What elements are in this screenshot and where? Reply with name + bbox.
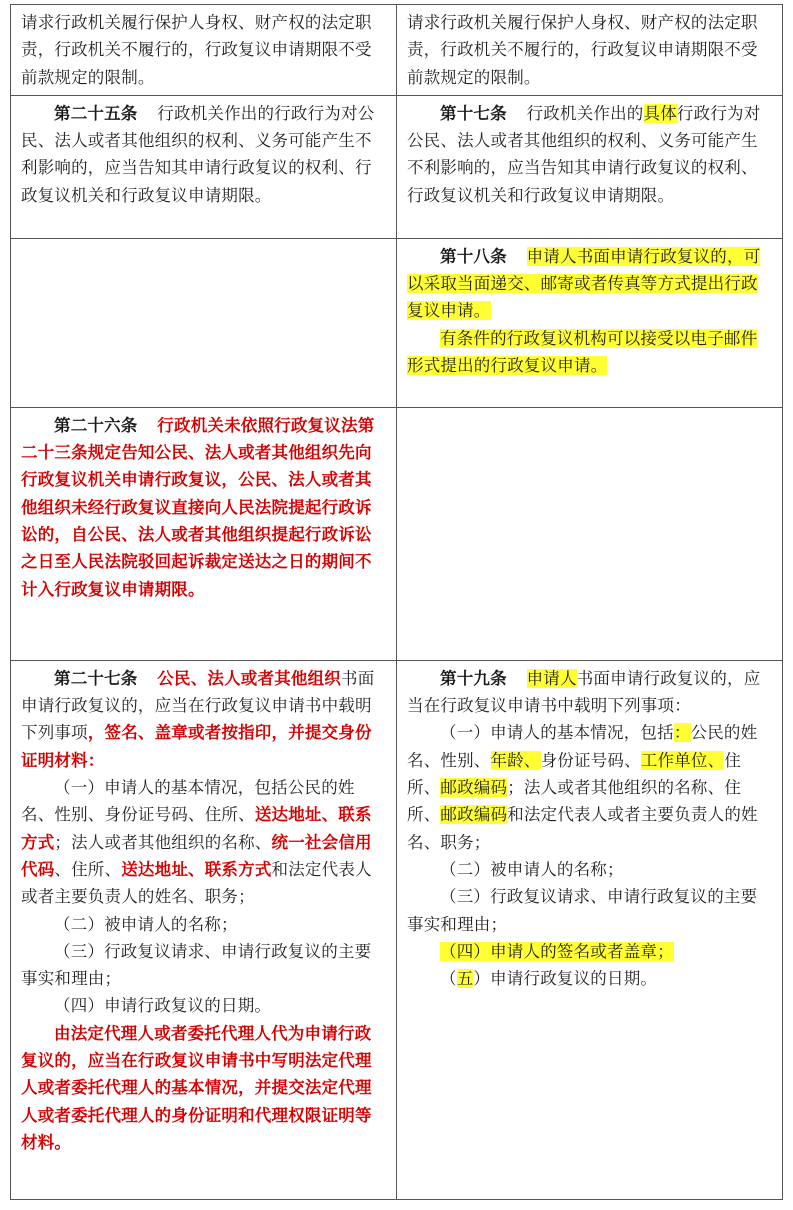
- item-text: （: [440, 969, 457, 989]
- item-text: （一）申请人的基本情况，包括公民的姓名、性别、身份证号码、住所、: [21, 778, 355, 825]
- article-number: 第十九条: [440, 668, 507, 688]
- comparison-table: [10, 4, 783, 1200]
- paragraph: [21, 665, 386, 774]
- list-item: （三）行政复议请求、申请行政复议的主要事实和理由；: [21, 941, 372, 989]
- left-cell: [11, 660, 397, 1199]
- list-item: [407, 938, 772, 965]
- item-text: 公民的姓名、性别、: [407, 723, 758, 770]
- highlight: 五: [456, 969, 474, 989]
- article-number: 第二十五条: [54, 103, 138, 123]
- paragraph: [21, 412, 386, 603]
- paragraph: 请求行政机关履行保护人身权、财产权的法定职责，行政机关不履行的，行政复议申请期限不受前款规定的限制。: [21, 13, 372, 87]
- right-cell: [397, 238, 783, 407]
- list-item: [407, 965, 772, 992]
- article-number: 第二十六条: [54, 415, 138, 435]
- added-text: 公民、法人或者其他组织: [157, 668, 341, 688]
- added-text: 送达地址、联系方式: [121, 859, 272, 879]
- paragraph: [407, 665, 772, 720]
- item-text: ）申请行政复议的日期。: [473, 969, 658, 989]
- item-text: 、住所、: [54, 859, 122, 879]
- added-text: ，签名、盖章或者按指印，并提交身份证明材料：: [21, 723, 372, 770]
- highlight: 年龄、: [490, 750, 541, 770]
- list-item: （三）行政复议请求、申请行政复议的主要事实和理由；: [407, 887, 758, 934]
- item-text: ；法人或者其他组织的名称、住所、: [407, 778, 742, 825]
- added-text: 送达地址、联系方式: [21, 805, 372, 852]
- highlight: 工作单位、: [640, 750, 725, 770]
- added-text: 统一社会信用代码: [21, 832, 372, 879]
- list-item: （二）被申请人的名称；: [54, 914, 238, 934]
- article-text: 书面申请行政复议的，应当在行政复议申请书中载明下列事项：: [407, 668, 761, 716]
- table-row: [11, 5, 783, 96]
- left-cell: [11, 407, 397, 660]
- article-text: 书面申请行政复议的，应当在行政复议申请书中载明下列事项: [21, 668, 375, 743]
- right-cell: [397, 660, 783, 1199]
- highlight: （四）申请人的签名或者盖章；: [440, 941, 674, 961]
- paragraph: [407, 100, 772, 209]
- paragraph: [21, 100, 386, 209]
- item-text: ；法人或者其他组织的名称、: [54, 832, 272, 852]
- highlight: 邮政编码: [440, 805, 508, 825]
- item-text: 身份证号码、: [540, 750, 641, 770]
- left-cell: [11, 95, 397, 238]
- added-paragraph: 由法定代理人或者委托代理人代为申请行政复议的，应当在行政复议申请书中写明法定代理人或者委托代理人的基本情况，并提交法定代理人或者委托代理人的身份证明和代理权限证明等材料。: [21, 1023, 372, 1152]
- list-item: [21, 774, 386, 910]
- highlight: 申请人: [526, 668, 577, 688]
- table-row: [11, 407, 783, 660]
- article-number: 第十七条: [440, 103, 507, 123]
- highlight: ：: [673, 723, 691, 743]
- article-text: 行政行为对公民、法人或者其他组织的权利、义务可能产生不利影响的，应当告知其申请行政复议的权利、行政复议机关和行政复议申请期限。: [407, 103, 761, 205]
- paragraph: [407, 243, 772, 325]
- item-text: （一）申请人的基本情况，包括: [440, 723, 674, 743]
- right-cell: [397, 5, 783, 96]
- article-number: 第十八条: [440, 246, 507, 266]
- highlight: 邮政编码: [440, 778, 508, 798]
- list-item: （二）被申请人的名称；: [440, 859, 624, 879]
- paragraph: [407, 325, 772, 380]
- right-cell: [397, 95, 783, 238]
- left-cell-empty: [11, 238, 397, 407]
- article-number: 第二十七条: [54, 668, 138, 688]
- highlight: 有条件的行政复议机构可以接受以电子邮件形式提出的行政复议申请。: [407, 328, 758, 376]
- paragraph: 请求行政机关履行保护人身权、财产权的法定职责，行政机关不履行的，行政复议申请期限不受前款规定的限制。: [407, 13, 758, 87]
- highlight: 具体: [643, 103, 677, 123]
- table-row: [11, 95, 783, 238]
- article-text: 行政机关作出的: [526, 103, 644, 123]
- list-item: （四）申请行政复议的日期。: [54, 996, 272, 1016]
- item-text: 住所、: [407, 750, 742, 798]
- added-text: 行政机关未依照行政复议法第二十三条规定告知公民、法人或者其他组织先向行政复议机关申请行政复议，公民、法人或者其他组织未经行政复议直接向人民法院提起行政诉讼的，自公民、法人或者其他组织提起行政诉讼之日至人民法院驳回起诉裁定送达之日的期间不计入行政复议申请期限。: [21, 415, 375, 599]
- article-text: 行政机关作出的行政行为对公民、法人或者其他组织的权利、义务可能产生不利影响的，应当告知其申请行政复议的权利、行政复议机关和行政复议申请期限。: [21, 103, 375, 205]
- highlight: 申请人书面申请行政复议的，可以采取当面递交、邮寄或者传真等方式提出行政复议申请。: [407, 246, 761, 321]
- table-row: [11, 660, 783, 1199]
- list-item: [407, 719, 772, 855]
- left-cell: [11, 5, 397, 96]
- item-text: 和法定代表人或者主要负责人的姓名、职务；: [21, 859, 372, 907]
- table-row: [11, 238, 783, 407]
- item-text: 和法定代表人或者主要负责人的姓名、职务；: [407, 805, 758, 852]
- right-cell-empty: [397, 407, 783, 660]
